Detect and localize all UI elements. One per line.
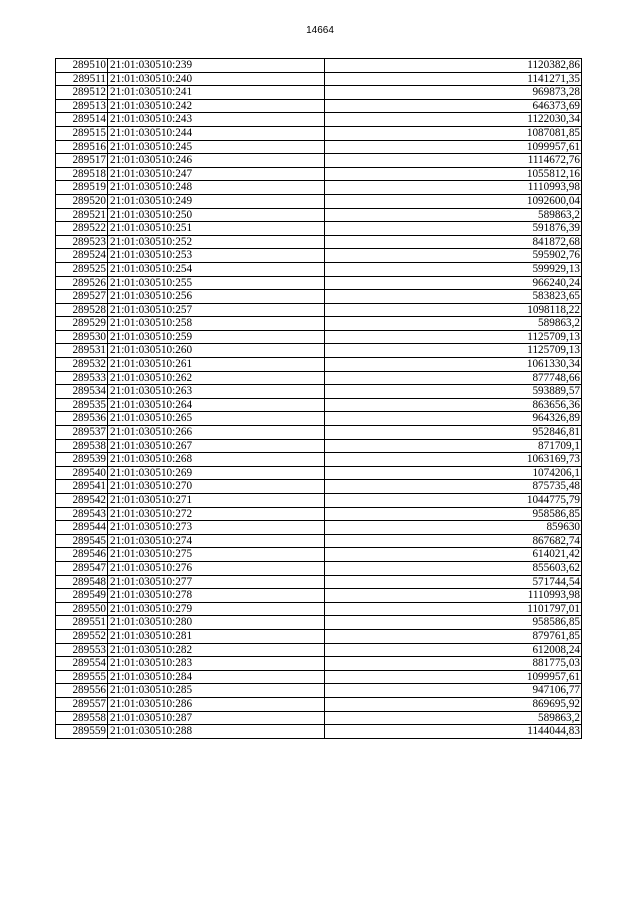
row-number-cell: 289531 <box>56 344 108 358</box>
cadastral-value-cell: 1098118,22 <box>325 303 582 317</box>
table-row <box>56 494 582 508</box>
row-number-cell: 289518 <box>56 167 108 181</box>
cadastral-number-cell: 21:01:030510:247 <box>108 167 325 181</box>
cadastral-number-cell: 21:01:030510:272 <box>108 507 325 521</box>
cadastral-value-cell: 952846,81 <box>325 426 582 440</box>
table-row <box>56 453 582 467</box>
cadastral-value-cell: 1087081,85 <box>325 126 582 140</box>
row-number-cell: 289516 <box>56 140 108 154</box>
cadastral-number-cell: 21:01:030510:246 <box>108 154 325 168</box>
row-number-cell: 289544 <box>56 521 108 535</box>
cadastral-value-cell: 595902,76 <box>325 249 582 263</box>
table-row <box>56 59 582 73</box>
table-row <box>56 670 582 684</box>
cadastral-value-cell: 614021,42 <box>325 548 582 562</box>
row-number-cell: 289547 <box>56 561 108 575</box>
cadastral-value-cell: 969873,28 <box>325 86 582 100</box>
row-number-cell: 289519 <box>56 181 108 195</box>
cadastral-number-cell: 21:01:030510:244 <box>108 126 325 140</box>
row-number-cell: 289556 <box>56 684 108 698</box>
table-row <box>56 575 582 589</box>
cadastral-number-cell: 21:01:030510:264 <box>108 398 325 412</box>
cadastral-value-cell: 1099957,61 <box>325 140 582 154</box>
cadastral-number-cell: 21:01:030510:263 <box>108 385 325 399</box>
row-number-cell: 289543 <box>56 507 108 521</box>
cadastral-value-cell: 1063169,73 <box>325 453 582 467</box>
table-row <box>56 534 582 548</box>
cadastral-number-cell: 21:01:030510:241 <box>108 86 325 100</box>
row-number-cell: 289512 <box>56 86 108 100</box>
table-row <box>56 262 582 276</box>
table-row <box>56 412 582 426</box>
cadastral-number-cell: 21:01:030510:252 <box>108 235 325 249</box>
table-row <box>56 99 582 113</box>
table-row <box>56 303 582 317</box>
cadastral-value-cell: 1114672,76 <box>325 154 582 168</box>
cadastral-value-cell: 612008,24 <box>325 643 582 657</box>
cadastral-value-cell: 879761,85 <box>325 629 582 643</box>
table-row <box>56 643 582 657</box>
table-row <box>56 521 582 535</box>
cadastral-value-cell: 1099957,61 <box>325 670 582 684</box>
row-number-cell: 289526 <box>56 276 108 290</box>
table-row <box>56 222 582 236</box>
cadastral-number-cell: 21:01:030510:287 <box>108 711 325 725</box>
cadastral-number-cell: 21:01:030510:281 <box>108 629 325 643</box>
row-number-cell: 289545 <box>56 534 108 548</box>
cadastral-number-cell: 21:01:030510:288 <box>108 725 325 739</box>
table-row <box>56 330 582 344</box>
cadastral-number-cell: 21:01:030510:255 <box>108 276 325 290</box>
cadastral-value-cell: 646373,69 <box>325 99 582 113</box>
cadastral-value-cell: 966240,24 <box>325 276 582 290</box>
cadastral-number-cell: 21:01:030510:239 <box>108 59 325 73</box>
cadastral-value-cell: 867682,74 <box>325 534 582 548</box>
row-number-cell: 289529 <box>56 317 108 331</box>
row-number-cell: 289517 <box>56 154 108 168</box>
cadastral-number-cell: 21:01:030510:283 <box>108 657 325 671</box>
table-row <box>56 697 582 711</box>
row-number-cell: 289514 <box>56 113 108 127</box>
table-row <box>56 249 582 263</box>
table-row <box>56 317 582 331</box>
cadastral-value-cell: 841872,68 <box>325 235 582 249</box>
cadastral-value-cell: 599929,13 <box>325 262 582 276</box>
cadastral-value-cell: 958586,85 <box>325 507 582 521</box>
row-number-cell: 289554 <box>56 657 108 671</box>
table-row <box>56 208 582 222</box>
cadastral-number-cell: 21:01:030510:285 <box>108 684 325 698</box>
table-row <box>56 86 582 100</box>
cadastral-number-cell: 21:01:030510:280 <box>108 616 325 630</box>
row-number-cell: 289539 <box>56 453 108 467</box>
cadastral-number-cell: 21:01:030510:267 <box>108 439 325 453</box>
row-number-cell: 289552 <box>56 629 108 643</box>
table-row <box>56 167 582 181</box>
row-number-cell: 289527 <box>56 290 108 304</box>
row-number-cell: 289553 <box>56 643 108 657</box>
cadastral-value-cell: 859630 <box>325 521 582 535</box>
cadastral-value-cell: 1061330,34 <box>325 358 582 372</box>
cadastral-value-cell: 571744,54 <box>325 575 582 589</box>
cadastral-number-cell: 21:01:030510:273 <box>108 521 325 535</box>
cadastral-value-cell: 1122030,34 <box>325 113 582 127</box>
cadastral-value-cell: 591876,39 <box>325 222 582 236</box>
row-number-cell: 289530 <box>56 330 108 344</box>
cadastral-number-cell: 21:01:030510:282 <box>108 643 325 657</box>
table-row <box>56 480 582 494</box>
row-number-cell: 289533 <box>56 371 108 385</box>
row-number-cell: 289546 <box>56 548 108 562</box>
cadastral-number-cell: 21:01:030510:242 <box>108 99 325 113</box>
row-number-cell: 289525 <box>56 262 108 276</box>
cadastral-value-cell: 1141271,35 <box>325 72 582 86</box>
row-number-cell: 289542 <box>56 494 108 508</box>
row-number-cell: 289550 <box>56 602 108 616</box>
cadastral-value-cell: 964326,89 <box>325 412 582 426</box>
row-number-cell: 289513 <box>56 99 108 113</box>
cadastral-value-cell: 1125709,13 <box>325 344 582 358</box>
cadastral-value-cell: 1120382,86 <box>325 59 582 73</box>
table-row <box>56 235 582 249</box>
cadastral-value-cell: 863656,36 <box>325 398 582 412</box>
cadastral-value-cell: 589863,2 <box>325 711 582 725</box>
cadastral-number-cell: 21:01:030510:268 <box>108 453 325 467</box>
table-row <box>56 358 582 372</box>
table-row <box>56 276 582 290</box>
cadastral-value-cell: 1101797,01 <box>325 602 582 616</box>
cadastral-number-cell: 21:01:030510:279 <box>108 602 325 616</box>
table-row <box>56 657 582 671</box>
table-row <box>56 72 582 86</box>
cadastral-number-cell: 21:01:030510:259 <box>108 330 325 344</box>
cadastral-number-cell: 21:01:030510:270 <box>108 480 325 494</box>
cadastral-number-cell: 21:01:030510:256 <box>108 290 325 304</box>
row-number-cell: 289535 <box>56 398 108 412</box>
cadastral-number-cell: 21:01:030510:286 <box>108 697 325 711</box>
cadastral-number-cell: 21:01:030510:275 <box>108 548 325 562</box>
row-number-cell: 289548 <box>56 575 108 589</box>
cadastral-number-cell: 21:01:030510:260 <box>108 344 325 358</box>
table-row <box>56 344 582 358</box>
cadastral-number-cell: 21:01:030510:254 <box>108 262 325 276</box>
cadastral-value-cell: 1110993,98 <box>325 589 582 603</box>
cadastral-value-cell: 877748,66 <box>325 371 582 385</box>
table-row <box>56 711 582 725</box>
table-row <box>56 290 582 304</box>
cadastral-value-cell: 593889,57 <box>325 385 582 399</box>
row-number-cell: 289549 <box>56 589 108 603</box>
row-number-cell: 289558 <box>56 711 108 725</box>
cadastral-value-cell: 1125709,13 <box>325 330 582 344</box>
row-number-cell: 289532 <box>56 358 108 372</box>
row-number-cell: 289521 <box>56 208 108 222</box>
cadastral-value-cell: 1092600,04 <box>325 194 582 208</box>
cadastral-value-cell: 1074206,1 <box>325 466 582 480</box>
cadastral-value-cell: 1055812,16 <box>325 167 582 181</box>
cadastral-value-cell: 869695,92 <box>325 697 582 711</box>
table-row <box>56 181 582 195</box>
table-row <box>56 684 582 698</box>
cadastral-number-cell: 21:01:030510:262 <box>108 371 325 385</box>
page-number: 14664 <box>306 25 334 36</box>
cadastral-number-cell: 21:01:030510:249 <box>108 194 325 208</box>
row-number-cell: 289557 <box>56 697 108 711</box>
table-row <box>56 126 582 140</box>
cadastral-value-cell: 881775,03 <box>325 657 582 671</box>
table-row <box>56 602 582 616</box>
table-row <box>56 589 582 603</box>
cadastral-value-cell: 958586,85 <box>325 616 582 630</box>
cadastral-number-cell: 21:01:030510:261 <box>108 358 325 372</box>
row-number-cell: 289559 <box>56 725 108 739</box>
cadastral-number-cell: 21:01:030510:278 <box>108 589 325 603</box>
table-row <box>56 439 582 453</box>
cadastral-value-cell: 855603,62 <box>325 561 582 575</box>
cadastral-value-cell: 875735,48 <box>325 480 582 494</box>
table-row <box>56 154 582 168</box>
cadastral-number-cell: 21:01:030510:258 <box>108 317 325 331</box>
table-row <box>56 398 582 412</box>
cadastral-number-cell: 21:01:030510:251 <box>108 222 325 236</box>
row-number-cell: 289551 <box>56 616 108 630</box>
cadastral-value-cell: 1110993,98 <box>325 181 582 195</box>
table-row <box>56 140 582 154</box>
cadastral-number-cell: 21:01:030510:265 <box>108 412 325 426</box>
cadastral-value-cell: 583823,65 <box>325 290 582 304</box>
table-row <box>56 194 582 208</box>
row-number-cell: 289523 <box>56 235 108 249</box>
table-row <box>56 548 582 562</box>
table-row <box>56 385 582 399</box>
cadastral-number-cell: 21:01:030510:284 <box>108 670 325 684</box>
row-number-cell: 289537 <box>56 426 108 440</box>
cadastral-number-cell: 21:01:030510:269 <box>108 466 325 480</box>
cadastral-value-cell: 1044775,79 <box>325 494 582 508</box>
cadastral-number-cell: 21:01:030510:240 <box>108 72 325 86</box>
cadastral-number-cell: 21:01:030510:271 <box>108 494 325 508</box>
table-row <box>56 426 582 440</box>
cadastral-value-cell: 1144044,83 <box>325 725 582 739</box>
cadastral-value-table <box>55 58 582 739</box>
row-number-cell: 289534 <box>56 385 108 399</box>
table-row <box>56 466 582 480</box>
cadastral-value-cell: 589863,2 <box>325 317 582 331</box>
cadastral-value-cell: 589863,2 <box>325 208 582 222</box>
table-row <box>56 616 582 630</box>
cadastral-number-cell: 21:01:030510:248 <box>108 181 325 195</box>
row-number-cell: 289524 <box>56 249 108 263</box>
cadastral-number-cell: 21:01:030510:243 <box>108 113 325 127</box>
cadastral-number-cell: 21:01:030510:250 <box>108 208 325 222</box>
table-body <box>56 59 582 739</box>
row-number-cell: 289555 <box>56 670 108 684</box>
row-number-cell: 289520 <box>56 194 108 208</box>
cadastral-number-cell: 21:01:030510:276 <box>108 561 325 575</box>
row-number-cell: 289511 <box>56 72 108 86</box>
cadastral-number-cell: 21:01:030510:274 <box>108 534 325 548</box>
table-row <box>56 507 582 521</box>
cadastral-number-cell: 21:01:030510:245 <box>108 140 325 154</box>
table-row <box>56 371 582 385</box>
cadastral-number-cell: 21:01:030510:266 <box>108 426 325 440</box>
table-row <box>56 561 582 575</box>
cadastral-value-cell: 947106,77 <box>325 684 582 698</box>
cadastral-number-cell: 21:01:030510:257 <box>108 303 325 317</box>
table-row <box>56 113 582 127</box>
row-number-cell: 289510 <box>56 59 108 73</box>
cadastral-number-cell: 21:01:030510:253 <box>108 249 325 263</box>
table-row <box>56 629 582 643</box>
cadastral-number-cell: 21:01:030510:277 <box>108 575 325 589</box>
cadastral-value-cell: 871709,1 <box>325 439 582 453</box>
row-number-cell: 289540 <box>56 466 108 480</box>
table-row <box>56 725 582 739</box>
row-number-cell: 289541 <box>56 480 108 494</box>
row-number-cell: 289538 <box>56 439 108 453</box>
row-number-cell: 289515 <box>56 126 108 140</box>
row-number-cell: 289528 <box>56 303 108 317</box>
row-number-cell: 289536 <box>56 412 108 426</box>
row-number-cell: 289522 <box>56 222 108 236</box>
